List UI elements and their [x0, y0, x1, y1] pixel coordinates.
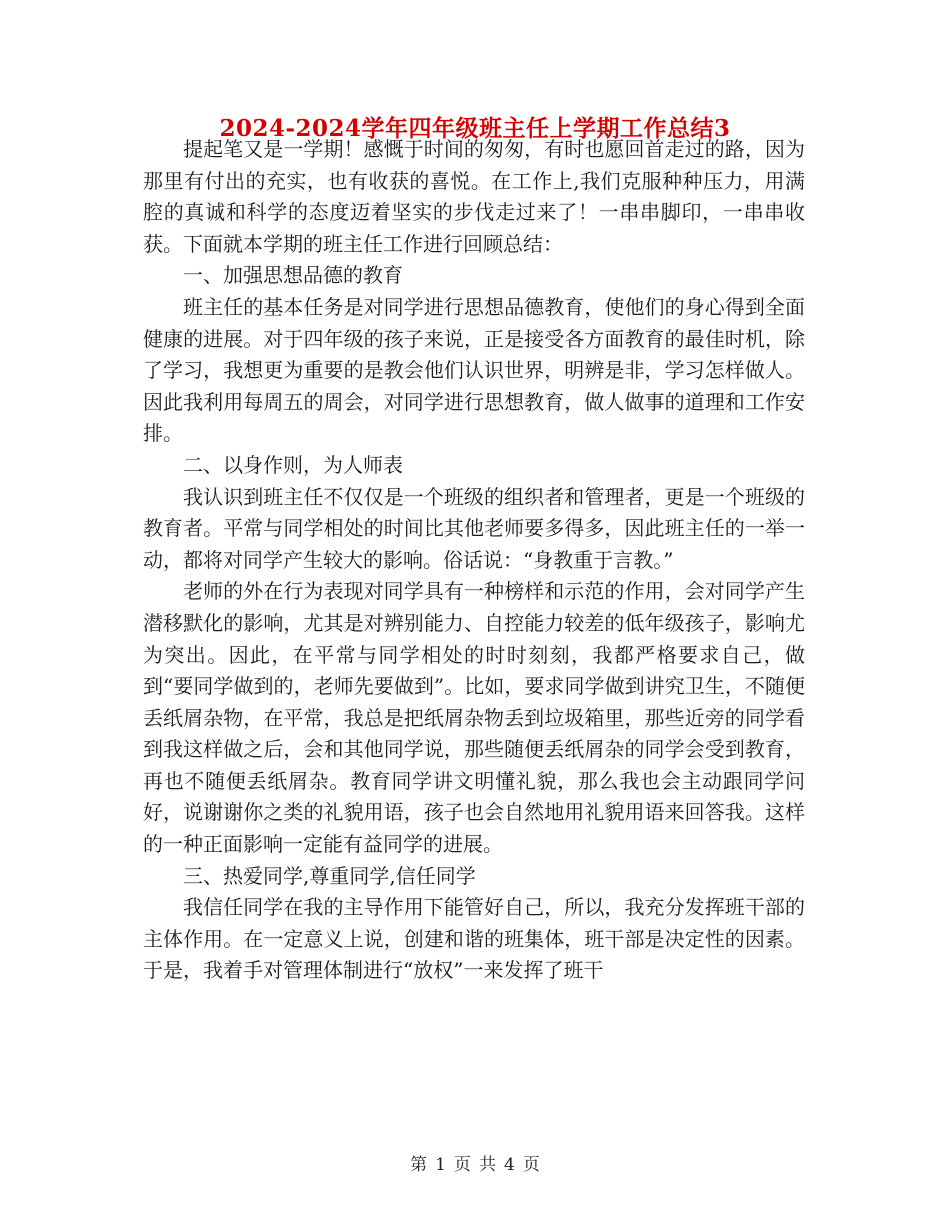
section-heading-3: 三、热爱同学,尊重同学,信任同学	[183, 863, 476, 888]
document-body	[143, 134, 805, 987]
document-title: 2024-2024学年四年级班主任上学期工作总结3	[219, 115, 731, 142]
footer-total-pages: 4	[504, 1155, 515, 1175]
paragraph-section-3: 我信任同学在我的主导作用下能管好自己，所以，我充分发挥班干部的主体作用。在一定意义上说，创建和谐的班集体，班干部是决定性的因素。于是，我着手对管理体制进行“放权”一来发挥了班干	[143, 895, 805, 983]
section-heading-1: 一、加强思想品德的教育	[183, 263, 403, 288]
paragraph-section-2a: 我认识到班主任不仅仅是一个班级的组织者和管理者，更是一个班级的教育者。平常与同学相处的时间比其他老师要多得多，因此班主任的一举一动，都将对同学产生较大的影响。俗话说：“身教重于言教。”	[143, 484, 805, 572]
footer-page-number: 1	[435, 1155, 446, 1175]
section-heading-2: 二、以身作则，为人师表	[183, 452, 403, 477]
footer-suffix: 页	[522, 1155, 540, 1175]
footer-page-label: 页	[454, 1155, 471, 1175]
paragraph-section-2b: 老师的外在行为表现对同学具有一种榜样和示范的作用，会对同学产生潜移默化的影响，尤其是对辨别能力、自控能力较差的低年级孩子，影响尤为突出。因此，在平常与同学相处的时时刻刻，我都严格要求自己，做到“要同学做到的，老师先要做到”。比如，要求同学做到讲究卫生，不随便丢纸屑杂物，在平常，我总是把纸屑杂物丢到垃圾箱里，那些近旁的同学看到我这样做之后，会和其他同学说，那些随便丢纸屑杂的同学会受到教育，再也不随便丢纸屑杂。教育同学讲文明懂礼貌，那么我也会主动跟同学问好，说谢谢你之类的礼貌用语，孩子也会自然地用礼貌用语来回答我。这样的一种正面影响一定能有益同学的进展。	[143, 579, 805, 857]
page-footer	[0, 1153, 950, 1177]
paragraph-section-1: 班主任的基本任务是对同学进行思想品德教育，使他们的身心得到全面健康的进展。对于四年级的孩子来说，正是接受各方面教育的最佳时机，除了学习，我想更为重要的是教会他们认识世界，明辨是非，学习怎样做人。因此我利用每周五的周会，对同学进行思想教育，做人做事的道理和工作安排。	[143, 294, 805, 446]
footer-total-label: 共	[479, 1155, 496, 1175]
footer-prefix: 第	[410, 1155, 428, 1175]
paragraph-intro: 提起笔又是一学期！感慨于时间的匆匆，有时也愿回首走过的路，因为那里有付出的充实，也有收获的喜悦。在工作上,我们克服种种压力，用满腔的真诚和科学的态度迈着坚实的步伐走过来了！一串串脚印，一串串收获。下面就本学期的班主任工作进行回顾总结：	[143, 137, 805, 256]
